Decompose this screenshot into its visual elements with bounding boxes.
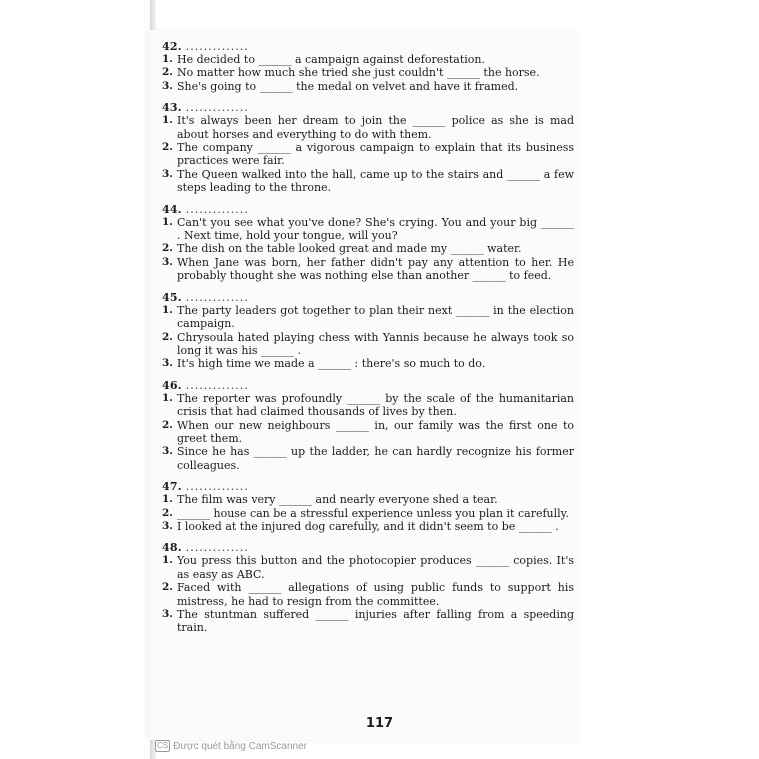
sentence-text: The company ______ a vigorous campaign to explain that its business practices were fair. <box>177 141 574 168</box>
sentence-item <box>162 331 574 358</box>
sentence-number: 1. <box>162 391 173 404</box>
sentence-item <box>162 507 574 520</box>
sentence-text: When our new neighbours ______ in, our family was the first one to greet them. <box>177 418 574 445</box>
answer-blank-line: .............. <box>185 378 249 392</box>
sentence-text: She's going to ______ the medal on velvet and have it framed. <box>177 79 519 93</box>
question-block <box>162 203 574 283</box>
sentence-text: The film was very ______ and nearly everyone shed a tear. <box>177 493 498 507</box>
sentence-number: 3. <box>162 167 173 180</box>
question-heading <box>162 40 574 53</box>
sentence-number: 3. <box>162 445 173 458</box>
sentence-item <box>162 168 574 195</box>
camscanner-logo-icon: CS <box>157 741 169 750</box>
sentence-item <box>162 53 574 66</box>
sentence-item <box>162 216 574 243</box>
sentence-item <box>162 256 574 283</box>
sentence-number: 2. <box>162 418 173 431</box>
sentence-text: The stuntman suffered ______ injuries after falling from a speeding train. <box>177 608 574 635</box>
sentence-number: 1. <box>162 114 173 127</box>
answer-blank-line: .............. <box>185 480 249 494</box>
sentence-item <box>162 608 574 635</box>
scanner-watermark <box>155 740 307 752</box>
sentence-number: 3. <box>162 255 173 268</box>
question-heading <box>162 291 574 304</box>
answer-blank-line: .............. <box>185 40 249 53</box>
sentence-number: 2. <box>162 330 173 343</box>
question-heading <box>162 541 574 554</box>
answer-blank-line: .............. <box>185 541 249 555</box>
answer-blank-line: .............. <box>185 290 249 304</box>
sentence-number: 2. <box>162 141 173 154</box>
question-block <box>162 480 574 533</box>
sentence-number: 3. <box>162 357 173 370</box>
sentence-number: 3. <box>162 608 173 620</box>
sentence-number: 2. <box>162 506 173 519</box>
sentence-text: ______ house can be a stressful experience unless you plan it carefully. <box>177 506 569 520</box>
question-block <box>162 291 574 371</box>
page-number: 117 <box>365 716 394 731</box>
sentence-item <box>162 392 574 419</box>
sentence-number: 2. <box>162 581 173 594</box>
sentence-item <box>162 419 574 446</box>
sentence-text: The Queen walked into the hall, came up to the stairs and ______ a few steps leading to the throne. <box>177 167 574 195</box>
sentence-number: 3. <box>162 79 173 92</box>
sentence-number: 1. <box>162 215 173 228</box>
sentence-number: 1. <box>162 53 173 65</box>
question-heading <box>162 480 574 493</box>
sentence-text: He decided to ______ a campaign against deforestation. <box>177 53 485 66</box>
sentence-text: It's always been her dream to join the ______ police as she is mad about horses and everything to do with them. <box>177 114 574 141</box>
sentence-item <box>162 493 574 506</box>
question-number: 46. <box>162 378 182 392</box>
sentence-text: The dish on the table looked great and made my ______ water. <box>177 242 522 256</box>
question-heading <box>162 379 574 392</box>
sentence-number: 2. <box>162 242 173 255</box>
question-number: 45. <box>162 290 182 304</box>
question-block <box>162 101 574 194</box>
sentence-item <box>162 242 574 255</box>
sentence-text: It's high time we made a ______ : there's so much to do. <box>177 357 486 371</box>
sentence-text: The party leaders got together to plan their next ______ in the election campaign. <box>177 303 574 331</box>
answer-blank-line: .............. <box>185 202 249 216</box>
sentence-text: No matter how much she tried she just couldn't ______ the horse. <box>177 66 540 80</box>
sentence-item <box>162 66 574 79</box>
sentence-text: The reporter was profoundly ______ by the scale of the humanitarian crisis that had claimed thousands of lives by then. <box>177 391 574 419</box>
answer-blank-line: .............. <box>185 101 249 115</box>
sentence-number: 1. <box>162 493 173 506</box>
sentence-number: 1. <box>162 554 173 567</box>
sentence-item <box>162 304 574 331</box>
sentence-text: I looked at the injured dog carefully, and it didn't seem to be ______ . <box>177 519 559 533</box>
sentence-item <box>162 520 574 533</box>
question-number: 42. <box>162 40 182 53</box>
watermark-text: Được quét bằng CamScanner <box>173 740 308 752</box>
question-number: 44. <box>162 202 182 216</box>
question-number: 48. <box>162 541 182 555</box>
sentence-number: 1. <box>162 303 173 316</box>
question-number: 47. <box>162 480 182 494</box>
sentence-item <box>162 80 574 93</box>
sentence-text: You press this button and the photocopier produces ______ copies. It's as easy as ABC. <box>177 554 574 581</box>
sentence-item <box>162 114 574 141</box>
sentence-text: Can't you see what you've done? She's crying. You and your big ______ . Next time, hold your tongue, will you? <box>177 215 574 243</box>
sentence-text: Chrysoula hated playing chess with Yannis because he always took so long it was his ______ . <box>177 330 574 357</box>
question-block <box>162 379 574 472</box>
sentence-number: 2. <box>162 66 173 79</box>
sentence-item <box>162 554 574 581</box>
sentence-item <box>162 445 574 472</box>
sentence-item <box>162 141 574 168</box>
sentence-item <box>162 357 574 370</box>
question-block <box>162 541 574 634</box>
question-block <box>162 40 574 93</box>
sentence-text: Since he has ______ up the ladder, he can hardly recognize his former colleagues. <box>177 445 574 472</box>
question-heading <box>162 101 574 114</box>
sentence-number: 3. <box>162 519 173 532</box>
exercise-list <box>162 40 574 643</box>
sentence-text: When Jane was born, her father didn't pay any attention to her. He probably thought she was nothing else than another ______ to feed. <box>177 255 574 283</box>
question-number: 43. <box>162 101 182 115</box>
sentence-text: Faced with ______ allegations of using public funds to support his mistress, he had to resign from the committee. <box>177 581 574 608</box>
question-heading <box>162 203 574 216</box>
sentence-item <box>162 581 574 608</box>
